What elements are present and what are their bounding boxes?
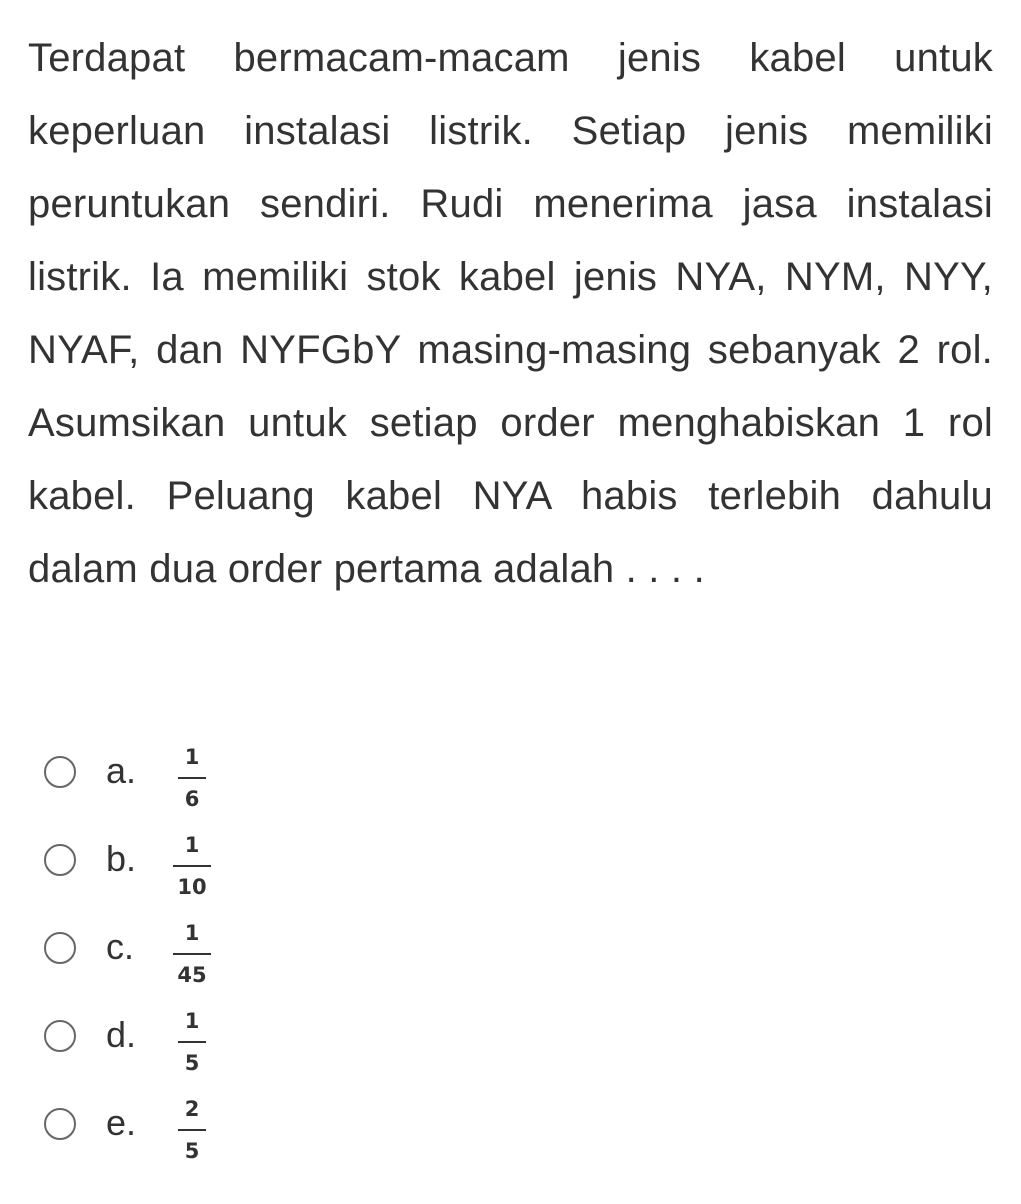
fraction-numerator: 1: [184, 1009, 200, 1033]
radio-button-c[interactable]: [44, 932, 76, 964]
radio-button-b[interactable]: [44, 844, 76, 876]
option-fraction: [162, 911, 222, 991]
fraction-denominator: 5: [184, 1051, 200, 1075]
fraction-denominator: 6: [184, 787, 200, 811]
option-fraction: [162, 735, 222, 815]
option-letter: c.: [106, 926, 135, 967]
fraction-denominator: 45: [177, 963, 207, 987]
option-c[interactable]: [44, 911, 444, 991]
option-d[interactable]: [44, 999, 444, 1079]
option-a[interactable]: [44, 735, 444, 815]
option-letter: a.: [106, 750, 137, 791]
option-fraction: [162, 1087, 222, 1167]
fraction-numerator: 1: [184, 921, 200, 945]
option-b[interactable]: [44, 823, 444, 903]
option-e[interactable]: [44, 1087, 444, 1167]
radio-button-e[interactable]: [44, 1108, 76, 1140]
radio-button-d[interactable]: [44, 1020, 76, 1052]
fraction-numerator: 1: [184, 745, 200, 769]
fraction-bar: [178, 777, 206, 779]
fraction-bar: [178, 1041, 206, 1043]
option-fraction: [162, 823, 222, 903]
fraction-bar: [173, 953, 211, 955]
fraction-numerator: 2: [184, 1097, 200, 1121]
fraction-bar: [173, 865, 211, 867]
fraction-numerator: 1: [184, 833, 200, 857]
option-fraction: [162, 999, 222, 1079]
fraction-denominator: 5: [184, 1139, 200, 1163]
fraction-bar: [178, 1129, 206, 1131]
option-letter: e.: [106, 1102, 137, 1143]
option-letter: b.: [106, 838, 137, 879]
fraction-denominator: 10: [177, 875, 207, 899]
question-text: Terdapat bermacam-macam jenis kabel untuk keperluan instalasi listrik. Setiap jenis memiliki peruntukan sendiri. Rudi menerima jasa instalasi listrik. Ia memiliki stok kabel jenis NYA, NYM, NYY, NYAF, dan NYFGbY masing-masing sebanyak 2 rol. Asumsikan untuk setiap order menghabiskan 1 rol kabel. Peluang kabel NYA habis terlebih dahulu dalam dua order pertama adalah . . . .: [28, 36, 993, 591]
option-letter: d.: [106, 1014, 137, 1055]
radio-button-a[interactable]: [44, 756, 76, 788]
